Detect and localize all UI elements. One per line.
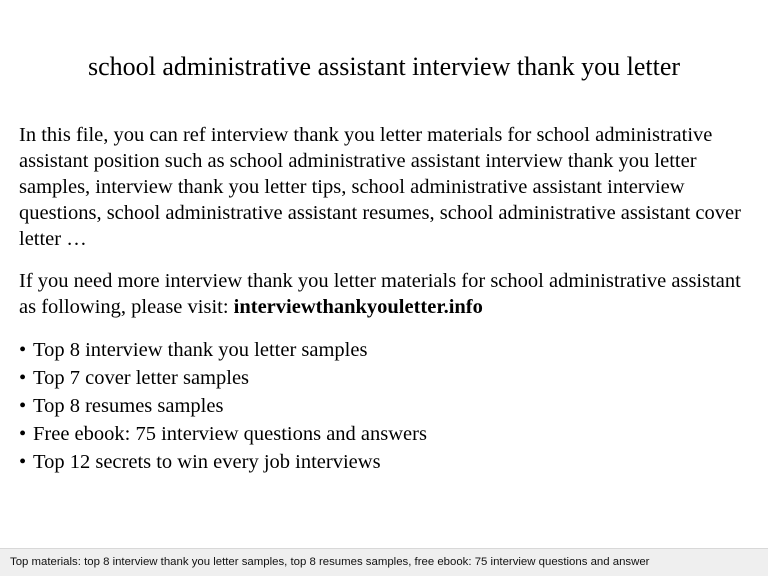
list-item	[19, 392, 749, 420]
list-item-text: Top 8 resumes samples	[33, 395, 224, 417]
bullet-icon: •	[19, 451, 27, 473]
intro-paragraph: In this file, you can ref interview thank you letter materials for school administrative assistant position such as school administrative assistant interview thank you letter samples, interview thank you letter tips, school administrative assistant interview questions, school administrative assistant resumes, school administrative assistant cover letter …	[19, 124, 741, 250]
list-item-text: Top 8 interview thank you letter samples	[33, 339, 368, 361]
list-item-text: Free ebook: 75 interview questions and answers	[33, 423, 427, 445]
list-item-text: Top 7 cover letter samples	[33, 367, 250, 389]
bullet-icon: •	[19, 367, 27, 389]
list-item	[19, 448, 749, 476]
list-item	[19, 420, 749, 448]
bullet-icon: •	[19, 339, 27, 361]
bullet-icon: •	[19, 423, 27, 445]
list-item	[19, 336, 749, 364]
footer-bar: Top materials: top 8 interview thank you letter samples, top 8 resumes samples, free ebook: 75 interview questions and answer	[0, 548, 768, 576]
visit-paragraph	[19, 268, 749, 320]
bullet-icon: •	[19, 395, 27, 417]
list-item-text: Top 12 secrets to win every job interviews	[33, 451, 381, 473]
list-item	[19, 364, 749, 392]
page-title: school administrative assistant interview thank you letter	[87, 52, 681, 81]
visit-text: If you need more interview thank you letter materials for school administrative assistant as following, please visit:	[19, 270, 741, 318]
website-link[interactable]: interviewthankyouletter.info	[233, 296, 483, 318]
document-body	[19, 122, 749, 476]
materials-list	[19, 336, 749, 476]
